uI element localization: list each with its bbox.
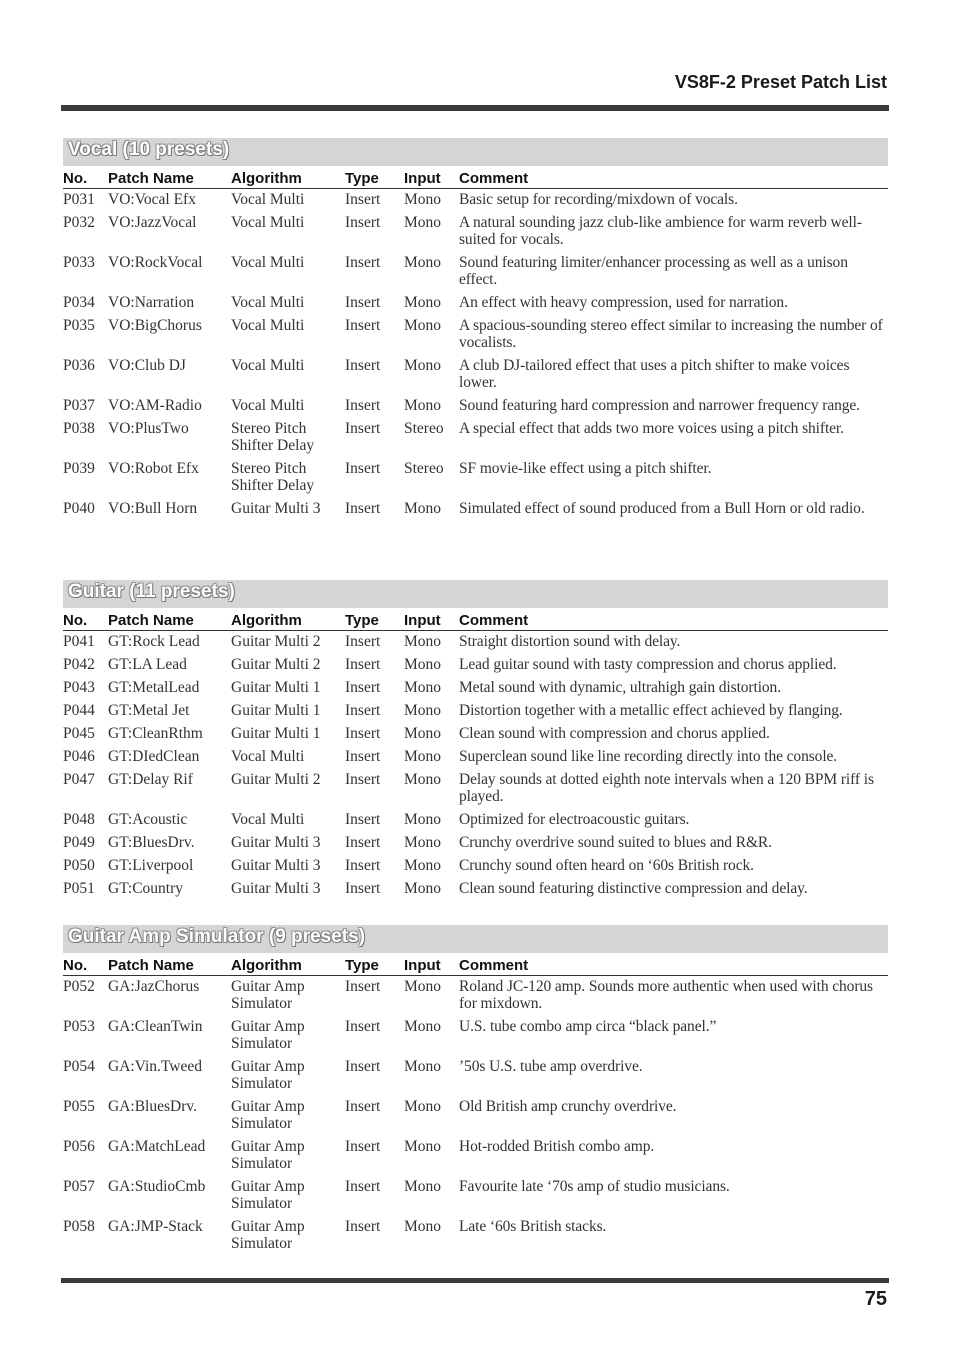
cell-algorithm: Guitar Multi 1 xyxy=(231,702,321,719)
cell-no: P036 xyxy=(63,357,95,374)
cell-input: Mono xyxy=(404,1178,442,1195)
cell-comment: A spacious-sounding stereo effect similar to increasing the number of vocalists. xyxy=(459,317,883,351)
cell-algorithm: Vocal Multi xyxy=(231,254,305,271)
table-row xyxy=(63,1176,888,1216)
cell-name: GA:BluesDrv. xyxy=(108,1098,197,1115)
cell-comment: A special effect that adds two more voices using a pitch shifter. xyxy=(459,420,844,437)
table-row xyxy=(63,631,888,655)
cell-algorithm: Vocal Multi xyxy=(231,811,305,828)
cell-type: Insert xyxy=(345,834,381,851)
cell-type: Insert xyxy=(345,1098,381,1115)
cell-algorithm: Stereo Pitch Shifter Delay xyxy=(231,420,315,454)
cell-algorithm: Stereo Pitch Shifter Delay xyxy=(231,460,315,494)
column-header-no: No. xyxy=(63,608,108,631)
cell-comment: Straight distortion sound with delay. xyxy=(459,633,681,650)
cell-no: P048 xyxy=(63,811,95,828)
cell-input: Mono xyxy=(404,397,442,414)
cell-name: GT:CleanRthm xyxy=(108,725,203,742)
cell-comment: Simulated effect of sound produced from a Bull Horn or old radio. xyxy=(459,500,865,517)
cell-input: Mono xyxy=(404,811,442,828)
column-header-name: Patch Name xyxy=(108,608,231,631)
cell-type: Insert xyxy=(345,460,381,477)
table-row xyxy=(63,395,888,418)
cell-type: Insert xyxy=(345,1218,381,1235)
cell-comment: Late ‘60s British stacks. xyxy=(459,1218,607,1235)
table-header-row xyxy=(63,953,888,976)
cell-comment: Sound featuring hard compression and narrower frequency range. xyxy=(459,397,860,414)
cell-type: Insert xyxy=(345,771,381,788)
cell-algorithm: Vocal Multi xyxy=(231,294,305,311)
cell-no: P034 xyxy=(63,294,95,311)
section-title: Guitar Amp Simulator (9 presets) xyxy=(68,926,366,947)
cell-comment: Crunchy overdrive sound suited to blues and R&R. xyxy=(459,834,772,851)
table-row xyxy=(63,809,888,832)
cell-name: GA:StudioCmb xyxy=(108,1178,206,1195)
cell-algorithm: Guitar Amp Simulator xyxy=(231,1098,305,1132)
cell-type: Insert xyxy=(345,317,381,334)
section-title: Vocal (10 presets) xyxy=(68,139,230,160)
cell-type: Insert xyxy=(345,725,381,742)
preset-table xyxy=(63,166,888,521)
cell-input: Mono xyxy=(404,357,442,374)
table-row xyxy=(63,498,888,521)
column-header-comment: Comment xyxy=(459,953,888,976)
cell-no: P042 xyxy=(63,656,95,673)
cell-type: Insert xyxy=(345,294,381,311)
cell-no: P058 xyxy=(63,1218,95,1235)
cell-no: P043 xyxy=(63,679,95,696)
cell-no: P033 xyxy=(63,254,95,271)
cell-algorithm: Guitar Multi 3 xyxy=(231,857,321,874)
cell-algorithm: Guitar Amp Simulator xyxy=(231,1058,305,1092)
table-header-row xyxy=(63,166,888,189)
section-title: Guitar (11 presets) xyxy=(68,581,235,602)
cell-name: GT:Country xyxy=(108,880,184,897)
cell-type: Insert xyxy=(345,633,381,650)
table-row xyxy=(63,769,888,809)
cell-name: VO:Bull Horn xyxy=(108,500,198,517)
table-row xyxy=(63,1216,888,1256)
cell-type: Insert xyxy=(345,500,381,517)
cell-no: P031 xyxy=(63,191,95,208)
cell-comment: SF movie-like effect using a pitch shifter. xyxy=(459,460,712,477)
cell-name: GA:JMP-Stack xyxy=(108,1218,203,1235)
cell-name: GA:JazChorus xyxy=(108,978,200,995)
cell-algorithm: Guitar Multi 1 xyxy=(231,679,321,696)
table-header-row xyxy=(63,608,888,631)
table-row xyxy=(63,1016,888,1056)
cell-type: Insert xyxy=(345,702,381,719)
cell-type: Insert xyxy=(345,1018,381,1035)
cell-name: VO:Club DJ xyxy=(108,357,186,374)
cell-name: GT:BluesDrv. xyxy=(108,834,195,851)
cell-name: GA:Vin.Tweed xyxy=(108,1058,202,1075)
footer-rule xyxy=(61,1278,889,1283)
cell-no: P047 xyxy=(63,771,95,788)
cell-algorithm: Guitar Multi 2 xyxy=(231,771,321,788)
column-header-algorithm: Algorithm xyxy=(231,953,345,976)
cell-name: VO:AM-Radio xyxy=(108,397,202,414)
cell-type: Insert xyxy=(345,1138,381,1155)
section-guitar xyxy=(63,580,888,901)
cell-type: Insert xyxy=(345,1178,381,1195)
cell-type: Insert xyxy=(345,656,381,673)
cell-algorithm: Vocal Multi xyxy=(231,357,305,374)
cell-no: P054 xyxy=(63,1058,95,1075)
cell-type: Insert xyxy=(345,811,381,828)
cell-comment: Metal sound with dynamic, ultrahigh gain distortion. xyxy=(459,679,781,696)
cell-type: Insert xyxy=(345,748,381,765)
cell-no: P038 xyxy=(63,420,95,437)
table-row xyxy=(63,212,888,252)
cell-type: Insert xyxy=(345,857,381,874)
cell-input: Mono xyxy=(404,214,442,231)
cell-algorithm: Vocal Multi xyxy=(231,748,305,765)
cell-input: Mono xyxy=(404,702,442,719)
cell-algorithm: Guitar Amp Simulator xyxy=(231,1178,305,1212)
cell-type: Insert xyxy=(345,420,381,437)
cell-algorithm: Guitar Multi 3 xyxy=(231,834,321,851)
cell-comment: Favourite late ‘70s amp of studio musicians. xyxy=(459,1178,730,1195)
cell-no: P053 xyxy=(63,1018,95,1035)
table-row xyxy=(63,654,888,677)
cell-algorithm: Guitar Amp Simulator xyxy=(231,1138,305,1172)
table-row xyxy=(63,677,888,700)
cell-comment: Superclean sound like line recording directly into the console. xyxy=(459,748,838,765)
cell-input: Mono xyxy=(404,1058,442,1075)
column-header-comment: Comment xyxy=(459,608,888,631)
cell-comment: U.S. tube combo amp circa “black panel.” xyxy=(459,1018,717,1035)
cell-algorithm: Guitar Amp Simulator xyxy=(231,1018,305,1052)
cell-name: VO:Narration xyxy=(108,294,195,311)
cell-no: P056 xyxy=(63,1138,95,1155)
cell-input: Mono xyxy=(404,748,442,765)
cell-comment: A natural sounding jazz club-like ambience for warm reverb well-suited for vocals. xyxy=(459,214,862,248)
cell-input: Mono xyxy=(404,978,442,995)
cell-algorithm: Guitar Multi 2 xyxy=(231,656,321,673)
cell-input: Mono xyxy=(404,1098,442,1115)
cell-type: Insert xyxy=(345,679,381,696)
cell-no: P045 xyxy=(63,725,95,742)
table-row xyxy=(63,878,888,901)
cell-no: P039 xyxy=(63,460,95,477)
cell-algorithm: Vocal Multi xyxy=(231,191,305,208)
cell-algorithm: Vocal Multi xyxy=(231,317,305,334)
cell-name: GT:MetalLead xyxy=(108,679,200,696)
cell-input: Mono xyxy=(404,1218,442,1235)
table-row xyxy=(63,1096,888,1136)
table-row xyxy=(63,458,888,498)
cell-no: P040 xyxy=(63,500,95,517)
column-header-name: Patch Name xyxy=(108,166,231,189)
table-row xyxy=(63,252,888,292)
cell-input: Mono xyxy=(404,500,442,517)
cell-input: Mono xyxy=(404,725,442,742)
cell-name: GT:Metal Jet xyxy=(108,702,190,719)
cell-input: Mono xyxy=(404,1138,442,1155)
cell-name: VO:JazzVocal xyxy=(108,214,197,231)
column-header-algorithm: Algorithm xyxy=(231,166,345,189)
table-row xyxy=(63,1136,888,1176)
cell-algorithm: Guitar Amp Simulator xyxy=(231,1218,305,1252)
section-vocal xyxy=(63,138,888,521)
table-row xyxy=(63,723,888,746)
cell-type: Insert xyxy=(345,254,381,271)
column-header-input: Input xyxy=(404,953,459,976)
cell-no: P052 xyxy=(63,978,95,995)
cell-input: Mono xyxy=(404,679,442,696)
cell-comment: Hot-rodded British combo amp. xyxy=(459,1138,655,1155)
cell-algorithm: Guitar Multi 1 xyxy=(231,725,321,742)
cell-no: P041 xyxy=(63,633,95,650)
cell-no: P055 xyxy=(63,1098,95,1115)
cell-type: Insert xyxy=(345,357,381,374)
cell-comment: Optimized for electroacoustic guitars. xyxy=(459,811,690,828)
cell-input: Mono xyxy=(404,294,442,311)
cell-name: GA:CleanTwin xyxy=(108,1018,203,1035)
cell-name: VO:RockVocal xyxy=(108,254,203,271)
column-header-input: Input xyxy=(404,166,459,189)
cell-algorithm: Vocal Multi xyxy=(231,397,305,414)
table-row xyxy=(63,1056,888,1096)
cell-input: Mono xyxy=(404,254,442,271)
section-banner xyxy=(63,138,888,166)
cell-comment: Sound featuring limiter/enhancer processing as well as a unison effect. xyxy=(459,254,848,288)
cell-type: Insert xyxy=(345,397,381,414)
cell-no: P044 xyxy=(63,702,95,719)
cell-input: Mono xyxy=(404,771,442,788)
section-banner xyxy=(63,580,888,608)
cell-no: P050 xyxy=(63,857,95,874)
cell-input: Stereo xyxy=(404,420,444,437)
cell-comment: ’50s U.S. tube amp overdrive. xyxy=(459,1058,643,1075)
cell-comment: Clean sound featuring distinctive compression and delay. xyxy=(459,880,808,897)
cell-type: Insert xyxy=(345,191,381,208)
cell-name: VO:Vocal Efx xyxy=(108,191,196,208)
cell-algorithm: Guitar Multi 3 xyxy=(231,880,321,897)
cell-no: P032 xyxy=(63,214,95,231)
cell-input: Mono xyxy=(404,317,442,334)
cell-comment: Clean sound with compression and chorus applied. xyxy=(459,725,770,742)
table-row xyxy=(63,292,888,315)
cell-input: Mono xyxy=(404,191,442,208)
page-number: 75 xyxy=(864,1288,887,1310)
cell-name: GT:Acoustic xyxy=(108,811,188,828)
table-row xyxy=(63,855,888,878)
cell-input: Mono xyxy=(404,1018,442,1035)
column-header-input: Input xyxy=(404,608,459,631)
cell-input: Mono xyxy=(404,857,442,874)
cell-name: GA:MatchLead xyxy=(108,1138,206,1155)
table-row xyxy=(63,355,888,395)
table-row xyxy=(63,315,888,355)
column-header-comment: Comment xyxy=(459,166,888,189)
column-header-algorithm: Algorithm xyxy=(231,608,345,631)
cell-name: GT:LA Lead xyxy=(108,656,187,673)
cell-comment: Lead guitar sound with tasty compression and chorus applied. xyxy=(459,656,837,673)
section-banner xyxy=(63,925,888,953)
cell-name: GT:DIedClean xyxy=(108,748,200,765)
cell-algorithm: Vocal Multi xyxy=(231,214,305,231)
cell-algorithm: Guitar Multi 2 xyxy=(231,633,321,650)
column-header-type: Type xyxy=(345,166,404,189)
cell-no: P057 xyxy=(63,1178,95,1195)
page-title: VS8F-2 Preset Patch List xyxy=(674,72,887,92)
cell-no: P049 xyxy=(63,834,95,851)
cell-no: P037 xyxy=(63,397,95,414)
table-row xyxy=(63,976,888,1017)
cell-comment: Delay sounds at dotted eighth note intervals when a 120 BPM riff is played. xyxy=(459,771,874,805)
cell-comment: Crunchy sound often heard on ‘60s British rock. xyxy=(459,857,754,874)
cell-name: GT:Delay Rif xyxy=(108,771,193,788)
column-header-no: No. xyxy=(63,953,108,976)
cell-no: P035 xyxy=(63,317,95,334)
cell-type: Insert xyxy=(345,1058,381,1075)
cell-algorithm: Guitar Amp Simulator xyxy=(231,978,305,1012)
column-header-no: No. xyxy=(63,166,108,189)
cell-type: Insert xyxy=(345,214,381,231)
cell-algorithm: Guitar Multi 3 xyxy=(231,500,321,517)
cell-name: VO:PlusTwo xyxy=(108,420,189,437)
cell-comment: Distortion together with a metallic effect achieved by flanging. xyxy=(459,702,843,719)
preset-table xyxy=(63,953,888,1256)
cell-input: Mono xyxy=(404,633,442,650)
section-guitar-amp-simulator xyxy=(63,925,888,1256)
cell-comment: An effect with heavy compression, used for narration. xyxy=(459,294,788,311)
cell-input: Mono xyxy=(404,834,442,851)
cell-no: P051 xyxy=(63,880,95,897)
cell-comment: Old British amp crunchy overdrive. xyxy=(459,1098,677,1115)
cell-input: Stereo xyxy=(404,460,444,477)
cell-input: Mono xyxy=(404,656,442,673)
column-header-name: Patch Name xyxy=(108,953,231,976)
table-row xyxy=(63,700,888,723)
table-row xyxy=(63,832,888,855)
column-header-type: Type xyxy=(345,608,404,631)
cell-name: VO:Robot Efx xyxy=(108,460,199,477)
cell-comment: Basic setup for recording/mixdown of vocals. xyxy=(459,191,738,208)
table-row xyxy=(63,418,888,458)
column-header-type: Type xyxy=(345,953,404,976)
cell-type: Insert xyxy=(345,880,381,897)
table-row xyxy=(63,189,888,213)
cell-no: P046 xyxy=(63,748,95,765)
cell-comment: Roland JC-120 amp. Sounds more authentic when used with chorus for mixdown. xyxy=(459,978,873,1012)
cell-type: Insert xyxy=(345,978,381,995)
cell-comment: A club DJ-tailored effect that uses a pitch shifter to make voices lower. xyxy=(459,357,850,391)
table-row xyxy=(63,746,888,769)
cell-name: VO:BigChorus xyxy=(108,317,202,334)
cell-name: GT:Liverpool xyxy=(108,857,194,874)
header-rule xyxy=(61,105,889,111)
cell-input: Mono xyxy=(404,880,442,897)
cell-name: GT:Rock Lead xyxy=(108,633,200,650)
preset-table xyxy=(63,608,888,901)
